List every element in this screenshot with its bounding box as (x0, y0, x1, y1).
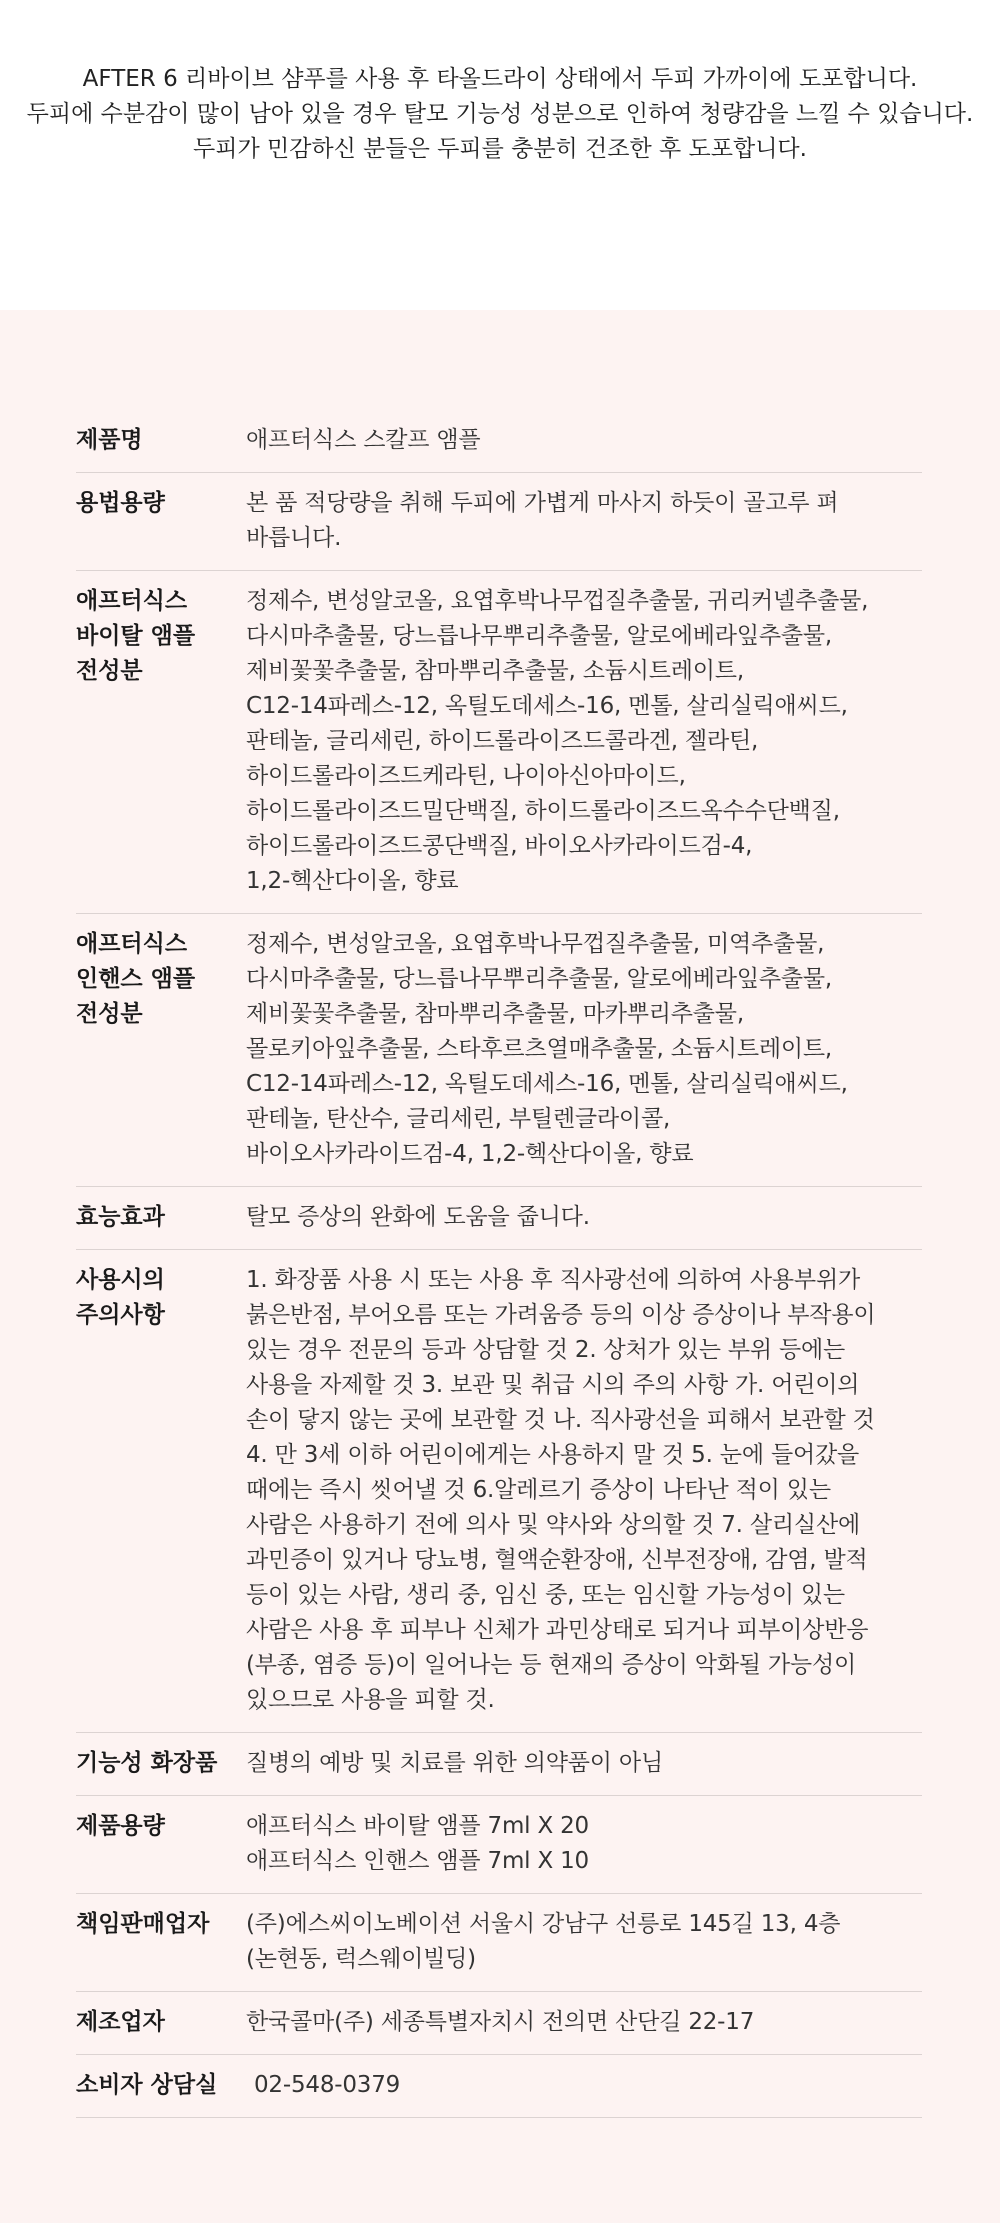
table-row (76, 1733, 922, 1796)
intro-line-3: 두피가 민감하신 분들은 두피를 충분히 건조한 후 도포합니다. (193, 136, 807, 162)
row-value-distributor: (주)에스씨이노베이션 서울시 강남구 선릉로 145길 13, 4층 (논현동, 럭스웨이빌딩) (246, 1911, 841, 1972)
product-info-table (76, 410, 922, 2118)
row-value-enhance-ingredients: 정제수, 변성알코올, 요엽후박나무껍질추출물, 미역추출물, 다시마추출물, 당느릅나무뿌리추출물, 알로에베라잎추출물, 제비꽃꽃추출물, 참마뿌리추출물, 마카뿌리추출물, 몰로키아잎추출물, 스타후르츠열매추출물, 소듐시트레이트, C12-14파레스-12, 옥틸도데세스-16, 멘톨, 살리실릭애씨드, 판테놀, 탄산수, 글리세린, 부틸렌글라이콜, 바이오사카라이드검-4, 1,2-헥산다이올, 향료 (246, 931, 848, 1167)
row-label-distributor: 책임판매업자 (76, 1911, 210, 1937)
usage-instructions (0, 0, 1000, 310)
row-label-manufacturer: 제조업자 (76, 2009, 165, 2035)
table-row (76, 1250, 922, 1733)
table-row (76, 1992, 922, 2055)
row-label-vital-ingredients: 애프터식스 바이탈 앰플 전성분 (76, 588, 196, 684)
table-row (76, 2055, 922, 2118)
row-value-precautions: 1. 화장품 사용 시 또는 사용 후 직사광선에 의하여 사용부위가 붉은반점, 부어오름 또는 가려움증 등의 이상 증상이나 부작용이 있는 경우 전문의 등과 상담할 것 2. 상처가 있는 부위 등에는 사용을 자제할 것 3. 보관 및 취급 시의 주의 사항 가. 어린이의 손이 닿지 않는 곳에 보관할 것 나. 직사광선을 피해서 보관할 것 4. 만 3세 이하 어린이에게는 사용하지 말 것 5. 눈에 들어갔을 때에는 즉시 씻어낼 것 6.알레르기 증상이 나타난 적이 있는 사람은 사용하기 전에 의사 및 약사와 상의할 것 7. 살리실산에 과민증이 있거나 당뇨병, 혈액순환장애, 신부전장애, 감염, 발적 등이 있는 사람, 생리 중, 임신 중, 또는 임신할 가능성이 있는 사람은 사용 후 피부나 신체가 과민상태로 되거나 피부이상반응 (부종, 염증 등)이 일어나는 등 현재의 증상이 악화될 가능성이 있으므로 사용을 피할 것. (246, 1267, 876, 1713)
row-value-volume: 애프터식스 바이탈 앰플 7ml X 20 애프터식스 인핸스 앰플 7ml X 10 (246, 1813, 589, 1874)
table-row (76, 1796, 922, 1894)
row-label-functional-cosmetic: 기능성 화장품 (76, 1750, 218, 1776)
table-row (76, 914, 922, 1187)
row-label-volume: 제품용량 (76, 1813, 165, 1839)
table-row (76, 473, 922, 571)
table-row (76, 1187, 922, 1250)
row-label-customer-service: 소비자 상담실 (76, 2072, 218, 2098)
row-label-enhance-ingredients: 애프터식스 인핸스 앰플 전성분 (76, 931, 196, 1027)
row-label-usage: 용법용량 (76, 490, 165, 516)
row-value-vital-ingredients: 정제수, 변성알코올, 요엽후박나무껍질추출물, 귀리커넬추출물, 다시마추출물, 당느릅나무뿌리추출물, 알로에베라잎추출물, 제비꽃꽃추출물, 참마뿌리추출물, 소듐시트레이트, C12-14파레스-12, 옥틸도데세스-16, 멘톨, 살리실릭애씨드, 판테놀, 글리세린, 하이드롤라이즈드콜라겐, 젤라틴, 하이드롤라이즈드케라틴, 나이아신아마이드, 하이드롤라이즈드밀단백질, 하이드롤라이즈드옥수수단백질, 하이드롤라이즈드콩단백질, 바이오사카라이드검-4, 1,2-헥산다이올, 향료 (246, 588, 869, 894)
table-row (76, 571, 922, 914)
intro-line-1: AFTER 6 리바이브 샴푸를 사용 후 타올드라이 상태에서 두피 가까이에 도포합니다. (82, 66, 918, 92)
row-value-functional-cosmetic: 질병의 예방 및 치료를 위한 의약품이 아님 (246, 1750, 663, 1776)
row-label-efficacy: 효능효과 (76, 1204, 165, 1230)
row-value-product-name: 애프터식스 스칼프 앰플 (246, 427, 481, 453)
row-value-customer-service: 02-548-0379 (254, 2072, 401, 2098)
row-label-product-name: 제품명 (76, 427, 143, 453)
table-row (76, 410, 922, 473)
product-info-section (0, 310, 1000, 2223)
row-value-usage: 본 품 적당량을 취해 두피에 가볍게 마사지 하듯이 골고루 펴 바릅니다. (246, 490, 839, 551)
row-value-efficacy: 탈모 증상의 완화에 도움을 줍니다. (246, 1204, 590, 1230)
intro-line-2: 두피에 수분감이 많이 남아 있을 경우 탈모 기능성 성분으로 인하여 청량감을 느낄 수 있습니다. (26, 101, 974, 127)
table-row (76, 1894, 922, 1992)
row-value-manufacturer: 한국콜마(주) 세종특별자치시 전의면 산단길 22-17 (246, 2009, 755, 2035)
row-label-precautions: 사용시의 주의사항 (76, 1267, 165, 1328)
